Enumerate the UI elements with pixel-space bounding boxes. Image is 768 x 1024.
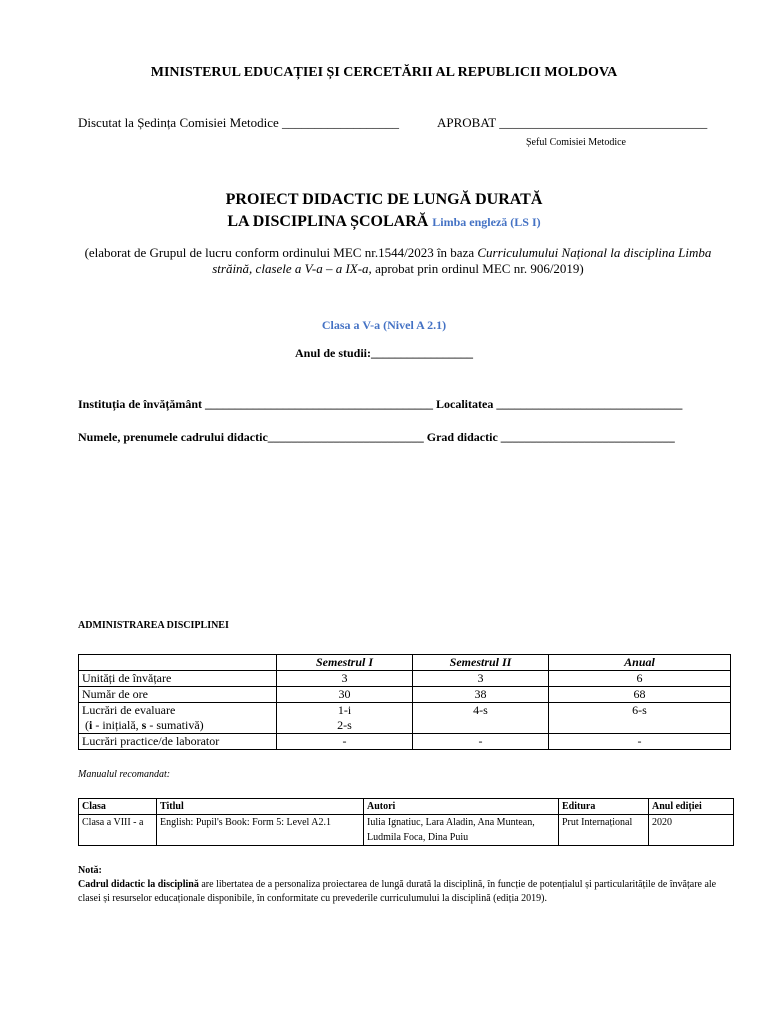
teacher-line: Numele, prenumele cadrului didactic__________________________ Grad didactic _____________________________ xyxy=(78,430,675,444)
table-row xyxy=(79,671,731,687)
legend-s-text: - sumativă) xyxy=(146,718,204,732)
table-header-cell: Autori xyxy=(364,799,559,815)
table-cell: Prut Internațional xyxy=(559,815,649,846)
row-label: Unități de învățare xyxy=(79,671,277,687)
table-header-cell: Semestrul I xyxy=(277,655,413,671)
class-level: Clasa a V-a (Nivel A 2.1) xyxy=(321,318,447,332)
table-cell: - xyxy=(549,734,731,750)
sef-comisie-label: Șeful Comisiei Metodice xyxy=(526,137,626,148)
manual-label: Manualul recomandat: xyxy=(78,769,171,780)
note-title: Notă: xyxy=(78,865,102,876)
table-cell: - xyxy=(277,734,413,750)
table-cell: 38 xyxy=(413,687,549,703)
legend-s: s xyxy=(141,718,147,732)
elab-text-start: (elaborat de Grupul de lucru conform ordinului MEC nr.1544/2023 în baza xyxy=(84,245,478,260)
document-subtitle xyxy=(0,213,768,231)
note-text: are libertatea de a personaliza proiectarea de lungă durată la disciplină, în funcție de potențialul și particularitățile de învățare ale clasei și resurselor educaționale disponibile, în conformitate cu prevederile curriculumului la disciplină (ediția 2019). xyxy=(78,879,717,904)
table-row xyxy=(79,687,731,703)
discutat-line: Discutat la Ședința Comisiei Metodice __________________ xyxy=(78,115,399,130)
table-row xyxy=(79,734,731,750)
elaboration-note xyxy=(78,245,718,277)
table-header-cell: Anul ediției xyxy=(649,799,734,815)
school-year-field: Anul de studii:_________________ xyxy=(294,346,474,360)
cell-line: 1-i xyxy=(337,703,352,717)
section-heading-administration: ADMINISTRAREA DISCIPLINEI xyxy=(78,620,229,631)
aprobat-line: APROBAT ________________________________ xyxy=(437,115,708,130)
table-header-cell: Clasa xyxy=(79,799,157,815)
row-label-line1: Lucrări de evaluare xyxy=(82,703,176,717)
table-cell: English: Pupil's Book: Form 5: Level A2.1 xyxy=(157,815,364,846)
elab-text-end: aprobat prin ordinul MEC nr. 906/2019) xyxy=(371,261,584,276)
row-label xyxy=(79,703,277,734)
table-cell: 6-s xyxy=(549,703,731,734)
ministry-heading: MINISTERUL EDUCAȚIEI ȘI CERCETĂRII AL REPUBLICII MOLDOVA xyxy=(150,65,618,80)
elab-text-italic: Curriculumului Național la disciplina Limba străină, clasele a V-a – a IX-a, xyxy=(212,245,712,276)
table-cell: 2020 xyxy=(649,815,734,846)
table-cell: 6 xyxy=(549,671,731,687)
institution-line: Instituția de învățământ ______________________________________ Localitatea _______________________________ xyxy=(78,397,683,411)
table-row xyxy=(79,815,734,846)
table-header-cell: Anual xyxy=(549,655,731,671)
table-header-row xyxy=(79,655,731,671)
document-title: PROIECT DIDACTIC DE LUNGĂ DURATĂ xyxy=(225,191,543,208)
table-header-cell: Editura xyxy=(559,799,649,815)
table-cell: 4-s xyxy=(413,703,549,734)
discipline-label: LA DISCIPLINA ȘCOLARĂ xyxy=(227,213,429,230)
table-cell: Clasa a VIII - a xyxy=(79,815,157,846)
table-header-cell xyxy=(79,655,277,671)
legend-i: i xyxy=(89,718,93,732)
table-header-row xyxy=(79,799,734,815)
row-label-line2: (i - inițială, s - sumativă) xyxy=(82,718,204,732)
table-cell: 3 xyxy=(277,671,413,687)
table-header-cell: Titlul xyxy=(157,799,364,815)
row-label: Număr de ore xyxy=(79,687,277,703)
administration-table xyxy=(78,654,731,750)
table-cell: 68 xyxy=(549,687,731,703)
table-row xyxy=(79,703,731,734)
table-header-cell: Semestrul II xyxy=(413,655,549,671)
discipline-name: Limba engleză (LS I) xyxy=(432,215,541,229)
manual-table xyxy=(78,798,734,846)
table-cell: Iulia Ignatiuc, Lara Aladin, Ana Muntean, Ludmila Foca, Dina Puiu xyxy=(364,815,559,846)
table-cell: 30 xyxy=(277,687,413,703)
table-cell xyxy=(277,703,413,734)
note-bold-lead: Cadrul didactic la disciplină xyxy=(78,879,199,890)
note-block xyxy=(78,864,738,906)
legend-i-text: - inițială, xyxy=(92,718,142,732)
row-label: Lucrări practice/de laborator xyxy=(79,734,277,750)
table-cell: 3 xyxy=(413,671,549,687)
cell-line: 2-s xyxy=(337,718,352,732)
table-cell: - xyxy=(413,734,549,750)
